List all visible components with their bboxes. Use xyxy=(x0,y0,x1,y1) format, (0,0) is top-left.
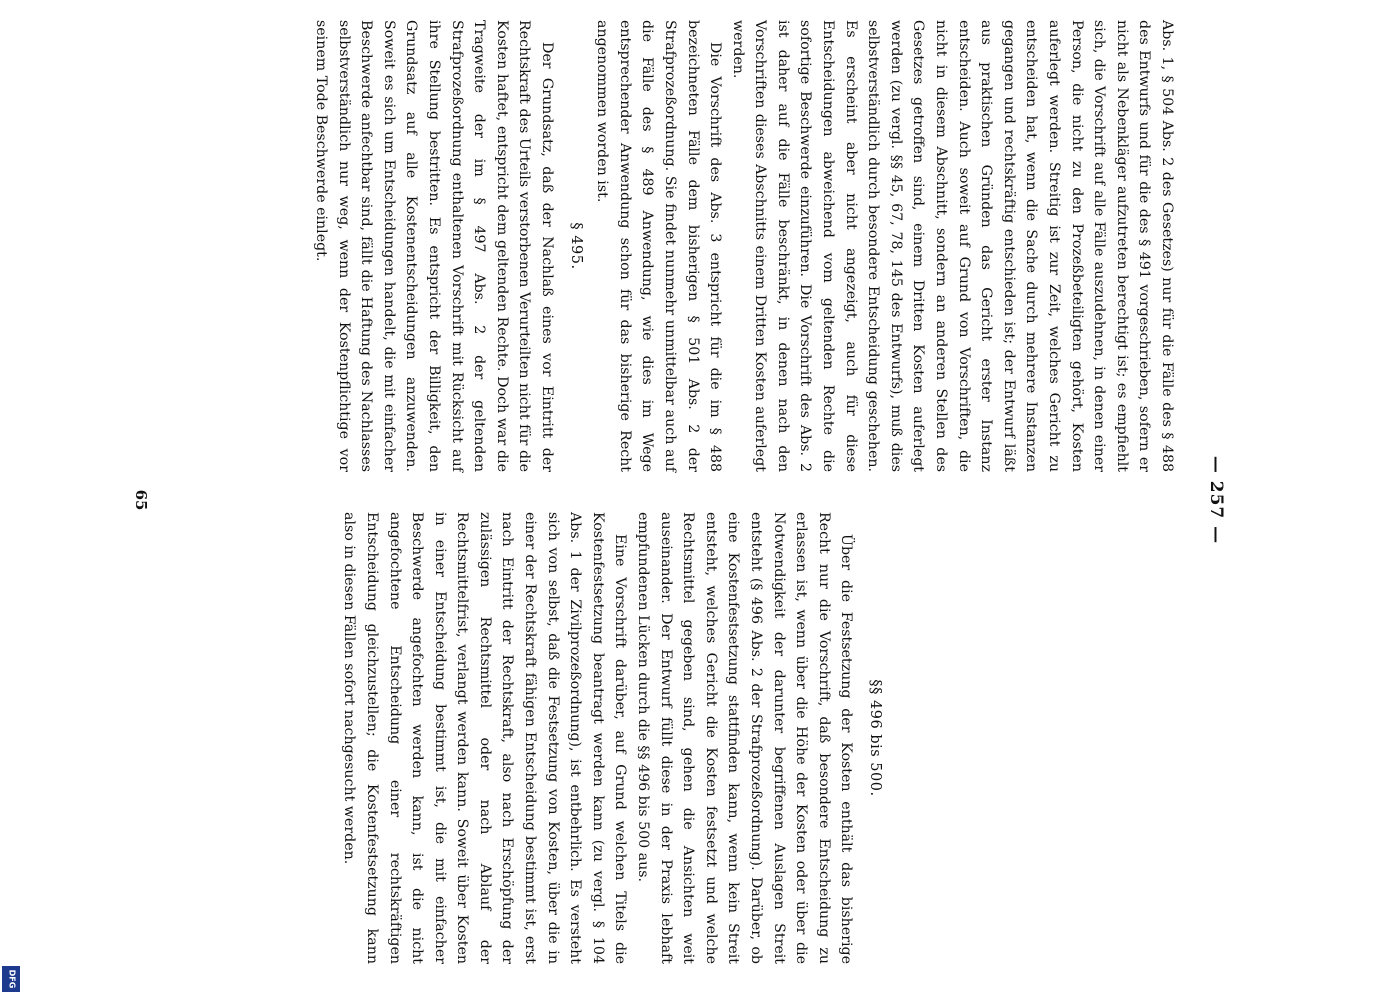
dfg-logo xyxy=(2,966,20,992)
column-right xyxy=(309,20,1178,472)
section-heading: §§ 496 bis 500. xyxy=(867,679,883,797)
paragraph: Abs. 1, § 504 Abs. 2 des Gesetzes) nur für die Fälle des § 488 des Entwurfs und für die des § 491 vorgeschrieben, sofern er nicht als Nebenkläger aufzutreten berechtigt ist; es empfiehlt sich, die Vorschrift auf alle Fälle auszudehnen, in denen einer Person, die nicht zu den Prozeßbeteiligten gehört, Kosten auferlegt werden. Streitig ist zur Zeit, welches Gericht zu entscheiden hat, wenn die Sache durch mehrere Instanzen gegangen und rechtskräftig entschieden ist; der Entwurf läßt aus praktischen Gründen das Gericht erster Instanz entscheiden. Auch soweit auf Grund von Vorschriften, die nicht in diesem Abschnitt, sondern an anderen Stellen des Gesetzes getroffen sind, einem Dritten Kosten auferlegt werden (zu vergl. §§ 45, 67, 78, 145 des Entwurfs), muß dies selbstverständlich durch besondere Entscheidung geschehen. Es erscheint aber nicht angezeigt, auch für diese Entscheidungen abweichend vom geltenden Rechte die sofortige Beschwerde einzuführen. Die Vorschrift des Abs. 2 ist daher auf die Fälle beschränkt, in denen nach den Vorschriften dieses Abschnitts einem Dritten Kosten auferlegt werden. xyxy=(729,20,1175,472)
digitization-note xyxy=(0,0,22,1000)
section-heading: § 495. xyxy=(567,222,584,270)
digitization-note-text xyxy=(0,604,2,1000)
dfg-logo-text: DFG xyxy=(7,969,17,989)
paragraph: Eine Vorschrift darüber, auf Grund welchen Titels die Kostenfestsetzung beantragt werden kann (zu vergl. § 104 Abs. 1 der Zivilprozeßordnung), ist entbehrlich. Es versteht sich von selbst, daß die Festsetzung von Kosten, über die in einer der Rechtskraft fähigen Entscheidung bestimmt ist, erst nach Eintritt der Rechtskraft, also nach Erschöpfung der zulässigen Rechtsmittel oder nach Ablauf der Rechtsmittelfrist, verlangt werden kann. Soweit über Kosten in einer Entscheidung bestimmt ist, die mit einfacher Beschwerde angefochten werden kann, ist die nicht angefochtene Entscheidung einer rechtskräftigen Entscheidung gleichzustellen; die Kostenfestsetzung kann also in diesen Fällen sofort nachgesucht werden. xyxy=(341,512,629,964)
column-left xyxy=(338,512,890,964)
signature-mark: 65 xyxy=(132,489,150,511)
paragraph: Der Grundsatz, daß der Nachlaß eines vor Eintritt der Rechtskraft des Urteils verstorbenen Verurteilten nicht für die Kosten haftet, entspricht dem geltenden Rechte. Doch war die Tragweite der im § 497 Abs. 2 der geltenden Strafprozeßordnung enthaltenen Vorschrift mit Rücksicht auf ihre Stellung bestritten. Es entspricht der Billigkeit, den Grundsatz auf alle Kostenentscheidungen anzuwenden. Soweit es sich um Entscheidungen handelt, die mit einfacher Beschwerde anfechtbar sind, fällt die Haftung des Nachlasses selbstverständlich nur weg, wenn der Kostenpflichtige vor seinem Tode Beschwerde einlegt. xyxy=(313,20,555,472)
rotated-page-content xyxy=(120,0,1230,1000)
paragraph: Über die Festsetzung der Kosten enthält das bisherige Recht nur die Vorschrift, daß besondere Entscheidung zu erlassen ist, wenn über die Höhe der Kosten oder über die Notwendigkeit der darunter begriffenen Auslagen Streit entsteht (§ 496 Abs. 2 der Strafprozeßordnung). Darüber, ob eine Kostenfestsetzung stattfinden kann, wenn kein Streit entsteht, welches Gericht die Kosten festsetzt und welche Rechtsmittel gegeben sind, gehen die Ansichten weit auseinander. Der Entwurf füllt diese in der Praxis lebhaft empfundenen Lücken durch die §§ 496 bis 500 aus. xyxy=(635,512,855,964)
paragraph: Die Vorschrift des Abs. 3 entspricht für die im § 488 bezeichneten Fälle dem bisherigen § 501 Abs. 2 der Strafprozeßordnung. Sie findet nunmehr unmittelbar auch auf die Fälle des § 489 Anwendung, wie dies im Wege entsprechender Anwendung schon für das bisherige Recht angenommen worden ist. xyxy=(594,20,724,472)
page-number: — 257 — xyxy=(1206,455,1226,545)
